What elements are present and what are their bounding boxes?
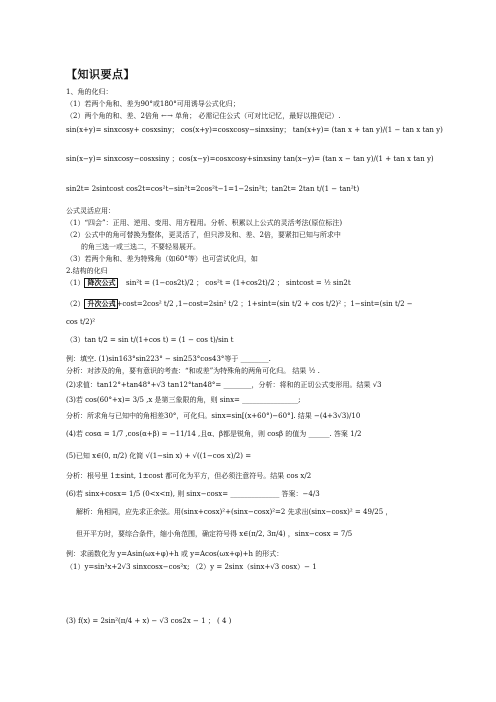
item2-prefix: （2） bbox=[66, 300, 85, 308]
text-line: (3)若 cos(60°+x)= 3/5 ,x 是第三象限的角，则 sinx= ________________; bbox=[66, 396, 301, 404]
text-line: sin(x−y)= sinxcosy−cosxsiny ；cos(x−y)=cosxcosy+sinxsiny tan(x−y)= (tan x − tan y)/(1 + tan x tan y) bbox=[66, 155, 434, 163]
text-line: sin²t = (1−cos2t)/2 ； cos²t = (1+cos2t)/2 ； sintcost = ½ sin2t bbox=[126, 279, 351, 287]
text-line: 例：求函数化为 y=Asin(ωx+φ)+h 或 y=Acos(ωx+φ)+h 的形式： bbox=[66, 550, 284, 558]
text-line: (6)若 sinx+cosx= 1/5 (0<x<π), 则 sinx−cosx= ______________ 答案：−4/3 bbox=[66, 490, 320, 498]
text-line: 2.结构的化归 bbox=[66, 267, 108, 275]
text-line: 1+cost=2cos² t/2 ,1−cost=2sin² t/2 ；1+sint=(sin t/2 + cos t/2)² ；1−sint=(sin t/2 − bbox=[112, 300, 413, 308]
text-line: sin(x+y)= sinxcosy+ cosxsiny； cos(x+y)=cosxcosy−sinxsiny； tan(x+y)= (tan x + tan y)/(1 − tan x tan y) bbox=[66, 126, 443, 134]
item1-prefix: （1） bbox=[66, 279, 85, 287]
text-line: （2）两个角的和、差、2倍角 ←→ 单角； 必需记住公式（可对比记忆，最好以推促记）. bbox=[66, 112, 341, 120]
text-line: （1）y=sin²x+2√3 sinxcosx−cos²x; （2）y = 2sinx（sinx+√3 cosx）− 1 bbox=[66, 563, 317, 571]
text-line: 解析：角相同，应先求正余弦。用(sinx+cosx)²+(sinx−cosx)²=2 先求出(sinx−cosx)² = 49/25 ， bbox=[76, 508, 393, 516]
text-line: （1）若两个角和、差为90°或180°可用诱导公式化归； bbox=[66, 100, 240, 108]
text-line: sin2t= 2sintcost cos2t=cos²t−sin²t=2cos²t−1=1−2sin²t；tan2t= 2tan t/(1 − tan²t) bbox=[66, 185, 360, 193]
raise-power-box: 升次公式 bbox=[84, 299, 118, 309]
text-line: (5)已知 x∈(0, π/2) 化简 √(1−sin x) + √((1−cos x)/2) = bbox=[66, 452, 252, 460]
text-line: (2)求值：tan12°+tan48°+√3 tan12°tan48°= ________，分析：将和的正切公式变形用。结果 √3 bbox=[66, 381, 382, 389]
text-line: （3）若两个角和、差为特殊角（如60°等）也可尝试化归，如 bbox=[66, 255, 258, 263]
text-line: cos t/2)² bbox=[66, 318, 96, 326]
text-line: 例：填空. (1)sin163°sin223° − sin253°cos43°等于 ________. bbox=[66, 355, 271, 363]
item1-line bbox=[66, 279, 118, 288]
text-line: （1）“四会”：正用、逆用、变用、用方程用。分析、积累以上公式的灵活考法(原位标注) bbox=[66, 219, 343, 227]
text-line: (4)若 cosα = 1/7 ,cos(α+β) = −11/14 ,且α、β都是锐角，则 cosβ 的值为 ______. 答案 1/2 bbox=[66, 430, 362, 438]
text-line: 但开平方时，要综合条件，缩小角范围，确定符号得 x∈(π/2, 3π/4) ，sinx−cosx = 7/5 bbox=[76, 530, 353, 538]
text-line: 分析：对涉及的角，要有意识的考查：“和或差”为特殊角的两角可化归。 结果 ½ . bbox=[66, 367, 320, 375]
text-line: 分析：根号里 1±sint, 1±cost 都可化为平方，但必须注意符号。结果 cos x/2 bbox=[66, 472, 312, 480]
text-line: (3) f(x) = 2sin²(π/4 + x) − √3 cos2x − 1 ； ( 4 ) bbox=[66, 617, 232, 625]
section-heading: 【知识要点】 bbox=[66, 68, 135, 81]
item2-line bbox=[66, 300, 118, 309]
text-line: 1、角的化归： bbox=[66, 88, 113, 96]
reduce-power-box: 降次公式 bbox=[84, 278, 118, 288]
text-line: （3）tan t/2 = sin t/(1+cos t) = (1 − cos t)/sin t bbox=[66, 336, 234, 344]
text-line: 的角三选一或三选二，不要轻易展开。 bbox=[81, 243, 200, 251]
text-line: （2）公式中的角可替换为整体，更灵活了，但只涉及和、差、2倍，要紧扣已知与所求中 bbox=[66, 231, 341, 239]
text-line: 公式灵活应用： bbox=[66, 207, 115, 215]
text-line: 分析：所求角与已知中的角相差30°，可化归。sinx=sin[(x+60°)−60°]. 结果 −(4+3√3)/10 bbox=[66, 412, 361, 420]
